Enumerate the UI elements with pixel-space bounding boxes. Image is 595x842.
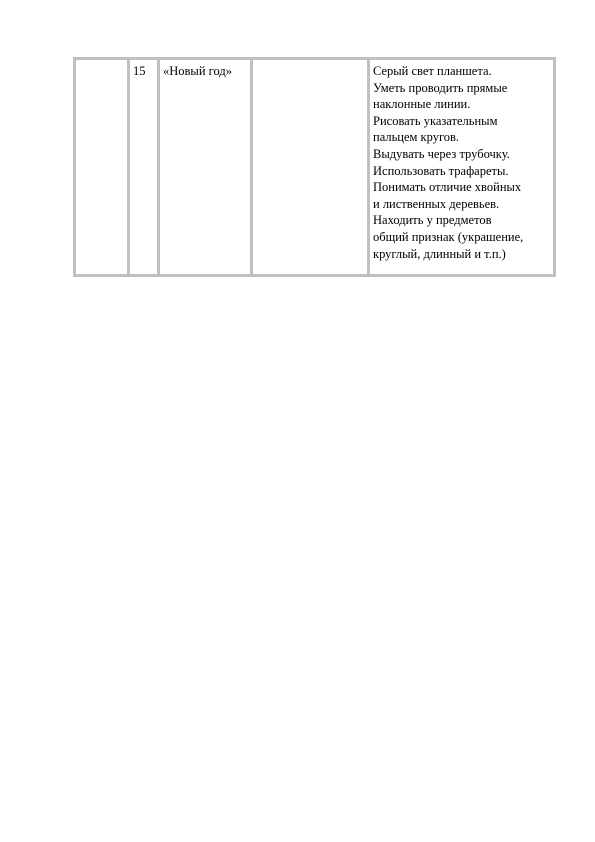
lesson-topic: «Новый год»: [163, 64, 232, 78]
task-line: Понимать отличие хвойных: [373, 180, 522, 195]
task-line: Серый свет планшета.: [373, 64, 492, 78]
empty-cell: [252, 59, 369, 276]
task-line: наклонные линии.: [373, 97, 471, 112]
empty-cell: [75, 59, 129, 276]
task-line: Рисовать указательным: [373, 113, 498, 128]
lesson-plan-table: [73, 57, 556, 277]
task-line: Выдувать через трубочку.: [373, 146, 510, 161]
table-row: [75, 59, 555, 276]
task-line: Находить у предметов: [373, 213, 492, 228]
lesson-tasks-cell: [369, 59, 555, 276]
task-line: Уметь проводить прямые: [373, 80, 508, 95]
task-line: Использовать трафареты.: [373, 163, 509, 178]
task-line: общий признак (украшение,: [373, 229, 524, 244]
task-line: пальцем кругов.: [373, 130, 460, 145]
lesson-number: 15: [133, 64, 146, 78]
lesson-number-cell: [129, 59, 159, 276]
task-line: круглый, длинный и т.п.): [373, 246, 506, 261]
lesson-topic-cell: [159, 59, 252, 276]
task-line: и лиственных деревьев.: [373, 196, 500, 211]
